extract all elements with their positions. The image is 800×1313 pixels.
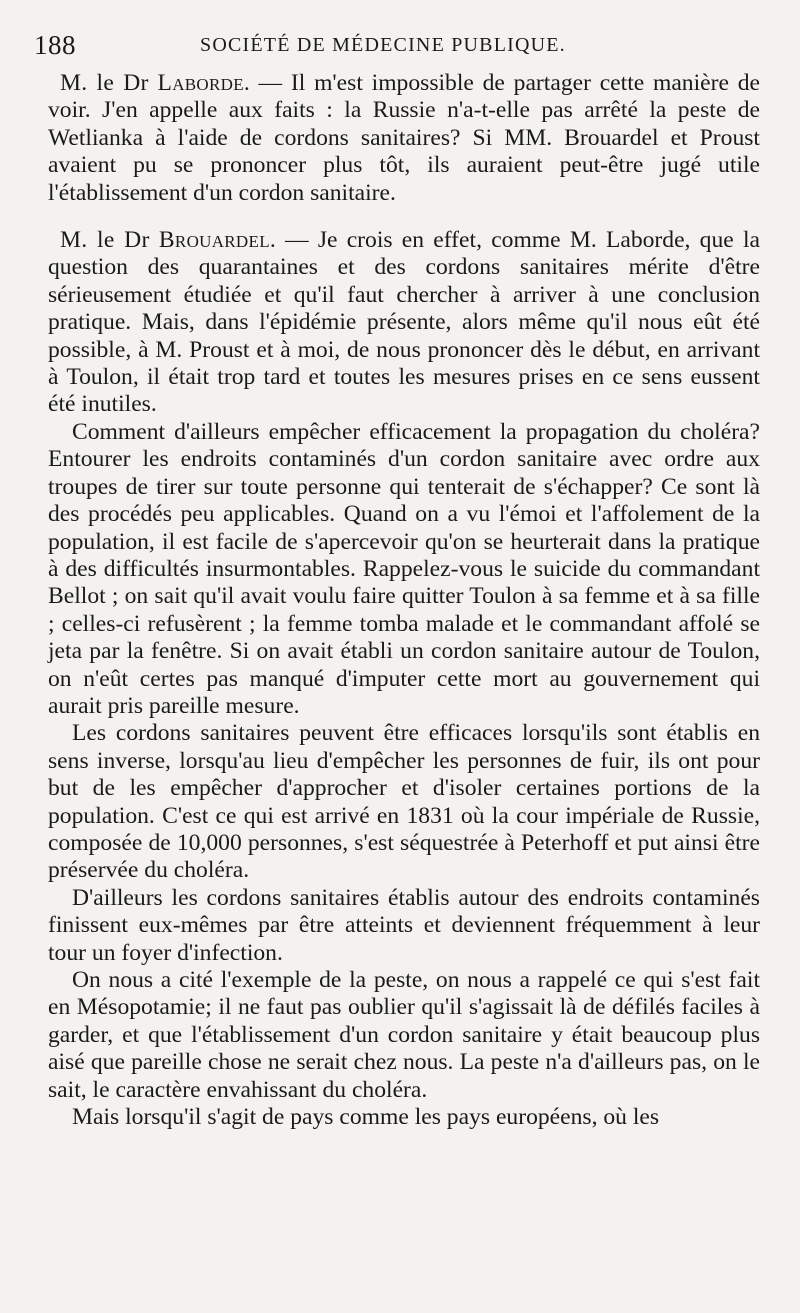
running-title: SOCIÉTÉ DE MÉDECINE PUBLIQUE. [200, 34, 566, 56]
paragraph-cordons-inverse: Les cordons sanitaires peuvent être efficaces lorsqu'ils sont établis en sens inverse, lorsqu'au lieu d'empêcher les personnes de fuir, ils ont pour but de les empêcher d'approcher et d'isoler certaines portions de la population. C'est ce qui est arrivé en 1831 où la cour impériale de Russie, composée de 10,000 personnes, s'est séquestrée à Peterhoff et put ainsi être préservée du choléra. [48, 720, 760, 884]
paragraph-pays-europeens: Mais lorsqu'il s'agit de pays comme les pays européens, où les [72, 1104, 660, 1131]
paragraph-text: . — Je crois en effet, comme M. Laborde, que la question des quarantaines et des cordons sanitaires mérite d'être sérieusement étudiée et qu'il faut chercher à arriver à une conclusion pratique. Mais, dans l'épidémie présente, alors même qu'il nous eût été possible, à M. Proust et à moi, de nous prononcer dès le début, en arrivant à Toulon, il était trop tard et toutes les mesures prises en ce sens eussent été inutiles. [48, 227, 760, 418]
paragraph-cordons-infection: D'ailleurs les cordons sanitaires établis autour des endroits contaminés finissent eux-mêmes par être atteints et deviennent fréquemment à leur tour un foyer d'infection. [48, 884, 760, 966]
paragraph-text: . — Il m'est impossible de partager cette manière de voir. J'en appelle aux faits : la Russie n'a-t-elle pas arrêté la peste de Wetlianka à l'aide de cordons sanitaires? Si MM. Brouardel et Proust avaient pu se prononcer plus tôt, ils auraient peut-être jugé utile l'établissement d'un cordon sanitaire. [48, 70, 760, 206]
page-number: 188 [34, 30, 76, 60]
paragraph-peste-mesopotamie: On nous a cité l'exemple de la peste, on nous a rappelé ce qui s'est fait en Mésopotamie; il ne faut pas oublier qu'il s'agissait là de défilés faciles à garder, et que l'établissement d'un cordon sanitaire y était beaucoup plus aisé que pareille chose ne serait chez nous. La peste n'a d'ailleurs pas, on le sait, le caractère envahissant du choléra. [48, 967, 760, 1103]
paragraph-brouardel [48, 227, 760, 419]
speaker-name: Laborde [157, 70, 244, 96]
speaker-prefix: M. le Dr [60, 227, 150, 254]
paragraph-cholera-propagation: Comment d'ailleurs empêcher efficacement la propagation du choléra? Entourer les endroits contaminés d'un cordon sanitaire avec ordre aux troupes de tirer sur toute personne qui tenterait de s'échapper? Ce sont là des procédés peu applicables. Quand on a vu l'émoi et l'affolement de la population, il est facile de s'apercevoir qu'on se heurterait dans la pratique à des difficultés insurmontables. Rappelez-vous le suicide du commandant Bellot ; on sait qu'il avait voulu faire quitter Toulon à sa femme et à sa fille ; celles-ci refusèrent ; la femme tomba malade et le commandant affolé se jeta par la fenêtre. Si on avait établi un cordon sanitaire autour de Toulon, on n'eût certes pas manqué d'imputer cette mort au gouvernement qui aurait pris pareille mesure. [48, 418, 760, 719]
speaker-name: Brouardel [158, 227, 270, 254]
speaker-prefix: M. le Dr [60, 70, 149, 96]
running-header [34, 30, 760, 64]
paragraph-laborde [48, 70, 760, 207]
